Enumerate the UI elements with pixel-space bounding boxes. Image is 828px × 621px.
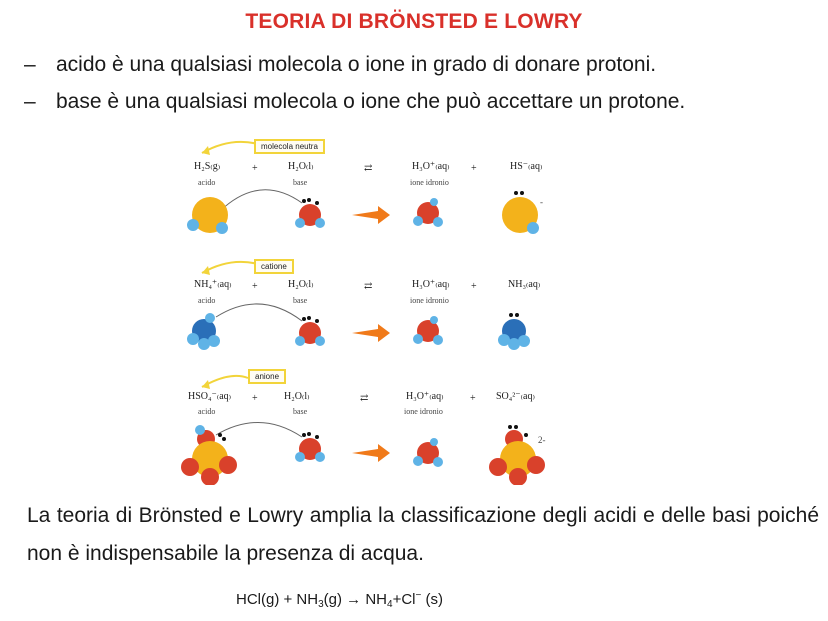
hs-ion — [502, 191, 539, 234]
acid-formula: HSO₄⁻₍aq₎ — [188, 391, 232, 402]
equilibrium-symbol: ⇄ — [364, 281, 373, 292]
pointer-head — [202, 146, 210, 155]
base-formula: H₂O₍l₎ — [284, 391, 310, 402]
hydrogen-sulfate-ion — [181, 425, 237, 485]
water-molecule — [295, 198, 325, 228]
sulfate-ion — [489, 425, 545, 485]
acid-formula: H₂S₍g₎ — [194, 161, 221, 172]
equilibrium-symbol: ⇄ — [364, 163, 373, 174]
plus-sign: + — [252, 163, 258, 174]
equilibrium-symbol: ⇄ — [360, 393, 369, 404]
reaction-row — [180, 367, 560, 485]
hydronium-ion — [413, 438, 443, 467]
product2-formula: NH₃₍aq₎ — [508, 279, 541, 290]
species-tag: catione — [254, 259, 294, 274]
ammonia-molecule — [498, 313, 530, 350]
reaction-row — [180, 133, 560, 248]
plus-sign: + — [252, 393, 258, 404]
proton-transfer-arc — [216, 422, 302, 437]
reaction-arrow — [352, 324, 390, 342]
base-label: base — [293, 178, 308, 187]
reaction-figure — [180, 133, 560, 483]
pointer-head — [202, 380, 210, 389]
reaction-arrow — [352, 206, 390, 224]
plus-sign: + — [471, 163, 477, 174]
base-formula: H₂O₍l₎ — [288, 279, 314, 290]
base-label: base — [293, 407, 308, 416]
transfer-pointer — [202, 262, 258, 273]
transfer-pointer — [202, 142, 258, 153]
page-title: TEORIA DI BRÖNSTED E LOWRY — [245, 10, 583, 33]
acid-label: acido — [198, 178, 216, 187]
product2-formula: HS⁻₍aq₎ — [510, 161, 543, 172]
product1-formula: H₃O⁺₍aq₎ — [412, 161, 450, 172]
reaction-illustration — [180, 133, 560, 248]
formula-part: (g) → NH — [323, 591, 387, 608]
species-tag: anione — [248, 369, 286, 384]
plus-sign: + — [471, 281, 477, 292]
bullet-base — [24, 90, 685, 114]
charge-label: - — [540, 197, 543, 207]
reaction-illustration — [180, 367, 560, 485]
acid-label: acido — [198, 407, 216, 416]
bullet-text: acido è una qualsiasi molecola o ione in grado di donare protoni. — [56, 53, 657, 76]
water-molecule — [295, 432, 325, 462]
formula-part: +Cl — [392, 591, 416, 608]
water-molecule — [295, 316, 325, 346]
product1-label: ione idronio — [410, 296, 449, 305]
product1-formula: H₃O⁺₍aq₎ — [406, 391, 444, 402]
plus-sign: + — [252, 281, 258, 292]
pointer-head — [202, 266, 210, 275]
product2-formula: SO₄²⁻₍aq₎ — [496, 391, 535, 402]
acid-label: acido — [198, 296, 216, 305]
product1-formula: H₃O⁺₍aq₎ — [412, 279, 450, 290]
formula-part: (s) — [421, 591, 444, 608]
plus-sign: + — [470, 393, 476, 404]
hydronium-ion — [413, 198, 443, 227]
bullet-dash: – — [24, 90, 36, 113]
formula-superscript: − — [415, 590, 422, 601]
formula-subscript: 3 — [318, 599, 324, 610]
explanation-paragraph: La teoria di Brönsted e Lowry amplia la classificazione degli acidi e delle basi poiché non è indispensabile la presenza di acqua. — [27, 504, 819, 565]
base-formula: H₂O₍l₎ — [288, 161, 314, 172]
reaction-illustration — [180, 251, 560, 366]
bullet-dash: – — [24, 53, 36, 76]
formula-part: HCl(g) + NH — [236, 591, 319, 608]
reaction-row — [180, 251, 560, 366]
h2s-molecule — [187, 197, 228, 234]
proton-transfer-arc — [220, 190, 302, 211]
ammonium-ion — [187, 313, 220, 350]
hydronium-ion — [413, 316, 443, 345]
acid-formula: NH₄⁺₍aq₎ — [194, 279, 232, 290]
product1-label: ione idronio — [410, 178, 449, 187]
formula-subscript: 4 — [387, 599, 393, 610]
reaction-arrow — [352, 444, 390, 462]
bullet-acid — [24, 53, 656, 77]
base-label: base — [293, 296, 308, 305]
species-tag: molecola neutra — [254, 139, 325, 154]
proton-transfer-arc — [216, 304, 302, 321]
charge-label: 2- — [538, 435, 546, 445]
product1-label: ione idronio — [404, 407, 443, 416]
bullet-text: base è una qualsiasi molecola o ione che può accettare un protone. — [56, 90, 686, 113]
reaction-formula — [236, 590, 443, 610]
